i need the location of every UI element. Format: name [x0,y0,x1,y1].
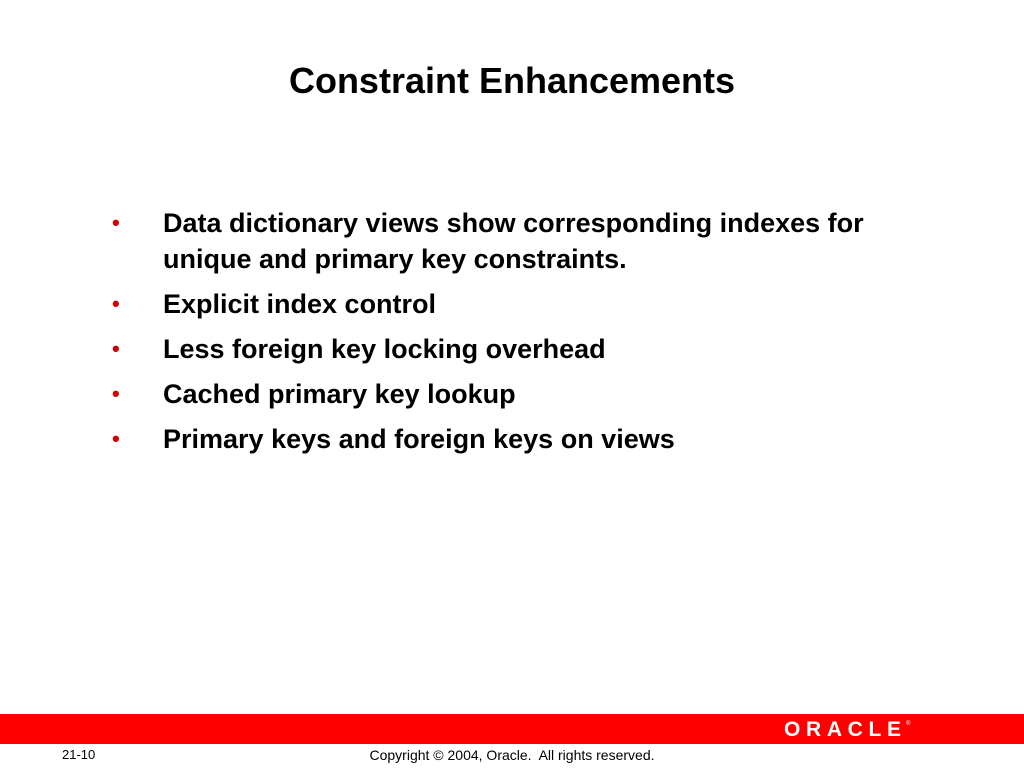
bullet-icon: • [112,291,120,316]
slide-number: 21-10 [62,747,96,762]
bullet-icon: • [112,336,120,361]
copyright-notice [0,747,1024,763]
bullet-text: Explicit index control [163,289,437,319]
bullet-item [112,421,912,457]
oracle-logo [784,717,914,741]
bullet-item [112,205,912,277]
slide-title: Constraint Enhancements [288,60,736,101]
copyright-text: Copyright © 2004, Oracle. All rights reserved. [369,747,655,763]
bullet-text: Cached primary key lookup [163,379,516,409]
registered-mark-icon: ® [906,721,911,727]
bullet-list [112,205,912,466]
bullet-icon: • [112,426,120,451]
footer-bar [0,714,1024,744]
bullet-icon: • [112,210,120,235]
bullet-item [112,376,912,412]
bullet-item [112,331,912,367]
bullet-text: Less foreign key locking overhead [163,334,606,364]
bullet-text: Data dictionary views show corresponding indexes for unique and primary key constraints. [163,208,864,274]
bullet-text: Primary keys and foreign keys on views [163,424,675,454]
oracle-logo-text: ORACLE [784,718,902,741]
bullet-icon: • [112,381,120,406]
bullet-item [112,286,912,322]
